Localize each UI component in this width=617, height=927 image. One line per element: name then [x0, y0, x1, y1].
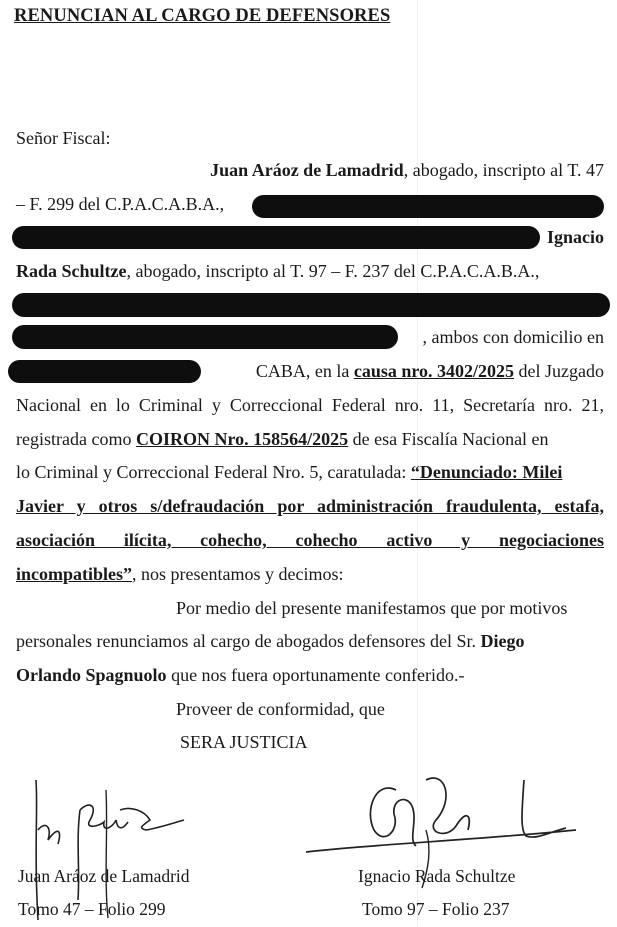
- paragraph1-line6: , ambos con domicilio en: [422, 327, 604, 347]
- document-title: RENUNCIAN AL CARGO DE DEFENSORES: [14, 6, 391, 26]
- redaction-block: [252, 195, 604, 218]
- salutation: Señor Fiscal:: [16, 128, 111, 148]
- lawyer2-name-first: Ignacio: [546, 227, 604, 247]
- coiron-number: COIRON Nro. 158564/2025: [135, 429, 349, 449]
- closing-request: Proveer de conformidad, que: [176, 699, 385, 719]
- paragraph1-line1: Juan Aráoz de Lamadrid, abogado, inscripto al T. 47: [210, 160, 604, 180]
- caratula-line3: asociación ilícita, cohecho, cohecho activo y negociaciones: [16, 530, 604, 550]
- lawyer2-name-last: Rada Schultze: [16, 261, 127, 281]
- paragraph2-line1: Por medio del presente manifestamos que por motivos: [176, 598, 568, 618]
- paragraph2-line2: personales renunciamos al cargo de abogados defensores del Sr. Diego: [16, 631, 525, 651]
- signature-1-scribble: [18, 770, 188, 920]
- paragraph1-line4: Rada Schultze, abogado, inscripto al T. 97 – F. 237 del C.P.A.C.A.B.A.,: [16, 261, 540, 281]
- paragraph1-line7: CABA, en la causa nro. 3402/2025 del Juzgado: [255, 361, 604, 381]
- paragraph1-line13: incompatibles”, nos presentamos y decimos:: [16, 564, 344, 584]
- paragraph1-line9: registrada como COIRON Nro. 158564/2025 de esa Fiscalía Nacional en: [16, 429, 549, 449]
- signature-1-registry: Tomo 47 – Folio 299: [18, 899, 166, 919]
- client-name-first: Diego: [480, 631, 525, 651]
- closing-formula: SERA JUSTICIA: [180, 732, 308, 752]
- signature-2-registry: Tomo 97 – Folio 237: [362, 899, 510, 919]
- paragraph1-line3: [16, 224, 604, 250]
- lawyer1-name: Juan Aráoz de Lamadrid: [210, 160, 404, 180]
- signature-2-name: Ignacio Rada Schultze: [358, 866, 516, 886]
- paragraph1-line8: Nacional en lo Criminal y Correccional Federal nro. 11, Secretaría nro. 21,: [16, 395, 604, 415]
- paragraph1-line2: – F. 299 del C.P.A.C.A.B.A.,: [16, 194, 225, 214]
- caratula-end: incompatibles”: [16, 564, 133, 584]
- redaction-block: [12, 293, 610, 317]
- causa-number: causa nro. 3402/2025: [353, 361, 515, 381]
- caratula-line2: Javier y otros s/defraudación por administración fraudulenta, estafa,: [16, 496, 604, 516]
- signature-1-name: Juan Aráoz de Lamadrid: [18, 866, 190, 886]
- caratula-start: “Denunciado: Milei: [410, 462, 563, 482]
- client-name-last: Orlando Spagnuolo: [16, 665, 167, 685]
- paragraph2-line3: Orlando Spagnuolo que nos fuera oportunamente conferido.-: [16, 665, 465, 685]
- paragraph1-line10: lo Criminal y Correccional Federal Nro. 5, caratulada: “Denunciado: Milei: [16, 462, 563, 482]
